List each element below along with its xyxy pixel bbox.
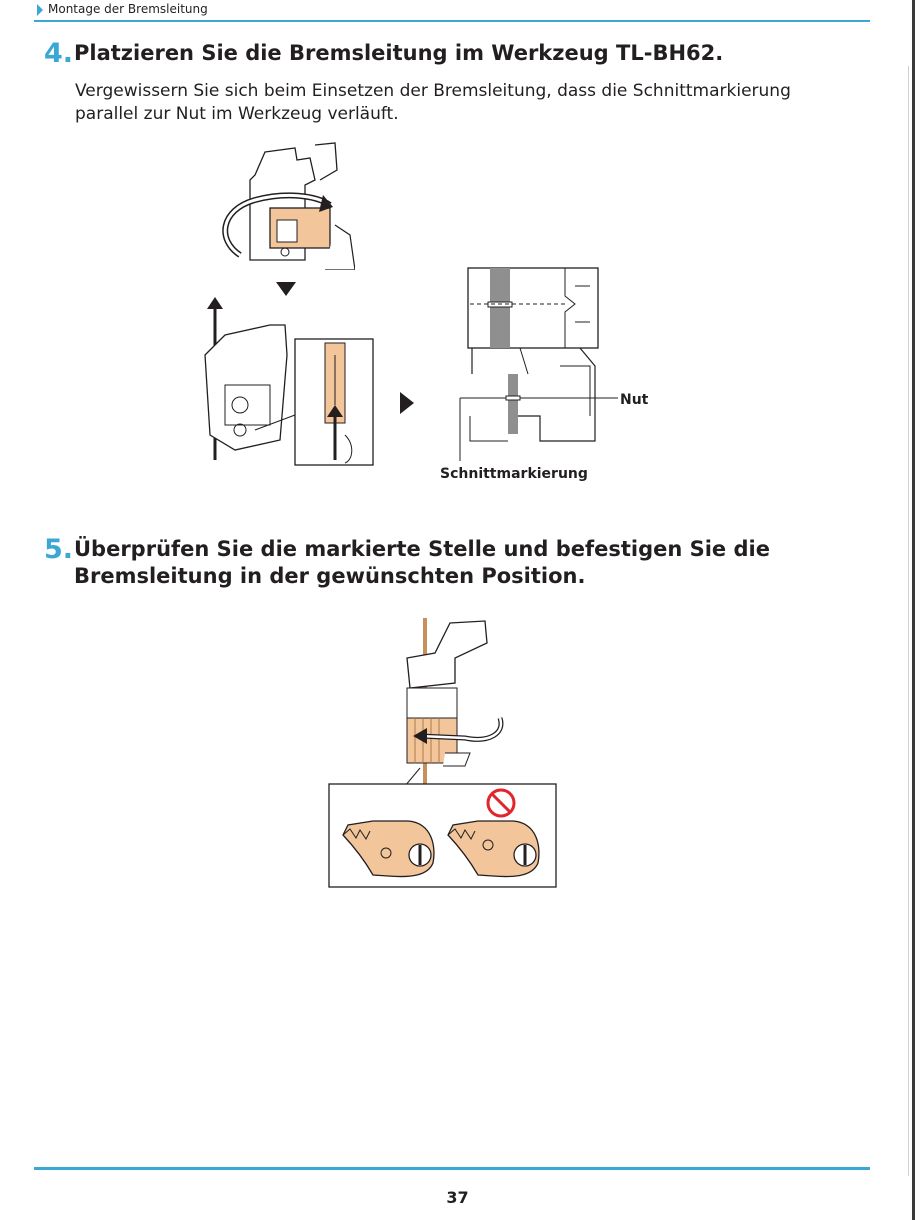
groove-label: Nut: [620, 392, 649, 408]
cut-mark-label: Schnittmarkierung: [440, 466, 588, 482]
correct-incorrect-position-inset: [328, 783, 558, 889]
tool-fasten-illustration: [395, 618, 510, 788]
page-number: 37: [446, 1188, 469, 1207]
prohibited-icon: [488, 790, 514, 816]
breadcrumb[interactable]: Montage der Bremsleitung: [48, 2, 208, 16]
tool-rotate-illustration: [215, 140, 355, 270]
breadcrumb-header: [34, 0, 870, 22]
brake-hose-insert-illustration: [195, 295, 380, 470]
step-title-line2: Bremsleitung in der gewünschten Position.: [74, 564, 586, 588]
breadcrumb-arrow-icon: [37, 4, 43, 16]
footer-divider: [34, 1167, 870, 1170]
step-number: 4.: [44, 38, 74, 69]
step-title-line1: Überprüfen Sie die markierte Stelle und befestigen Sie die: [74, 537, 770, 561]
groove-alignment-illustration: [440, 266, 660, 466]
step-title: Platzieren Sie die Bremsleitung im Werkzeug TL-BH62.: [74, 41, 724, 65]
step-number: 5.: [44, 534, 74, 565]
step-4-description: Vergewissern Sie sich beim Einsetzen der Bremsleitung, dass die Schnittmarkierung parallel zur Nut im Werkzeug verläuft.: [75, 81, 791, 124]
page-edge-shadow: [908, 66, 909, 1176]
right-arrow-icon: [400, 392, 416, 416]
